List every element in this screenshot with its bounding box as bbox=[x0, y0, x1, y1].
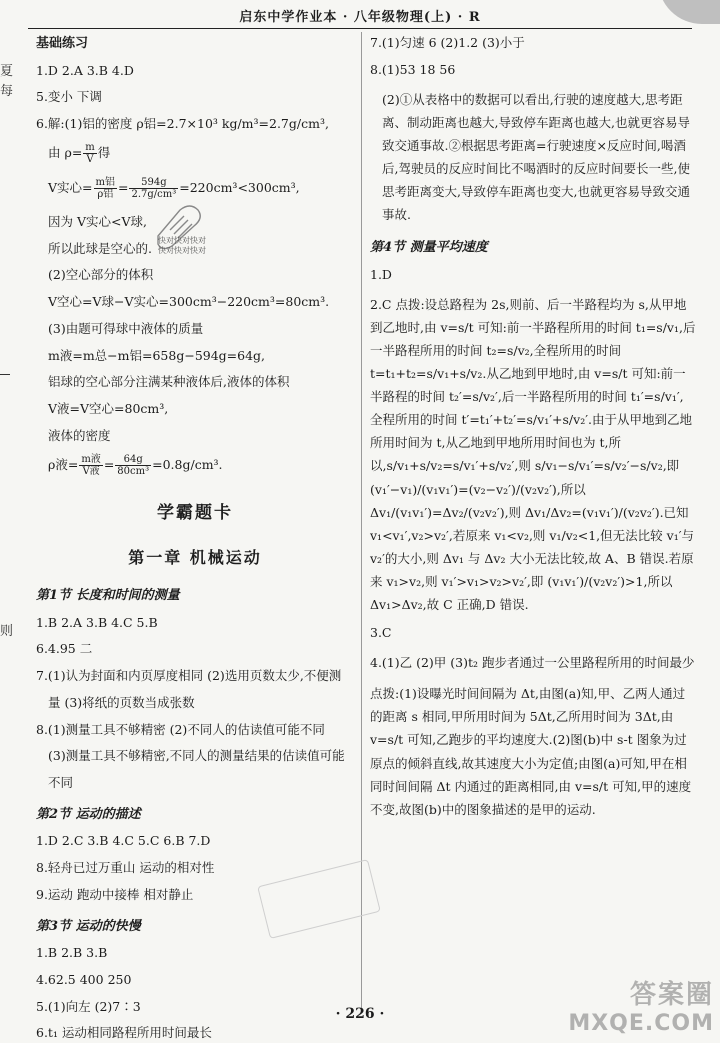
chapter-title: 第一章 机械运动 bbox=[128, 548, 262, 567]
fraction bbox=[94, 177, 117, 200]
fraction bbox=[129, 177, 178, 200]
section-title: 第2节 运动的描述 bbox=[36, 806, 141, 822]
section-title: 第4节 测量平均速度 bbox=[370, 240, 488, 256]
answer-line: 4.62.5 400 250 bbox=[36, 971, 132, 987]
answer-line: (2)空心部分的体积 bbox=[48, 267, 154, 283]
formula-text: =0.8g/cm³. bbox=[152, 456, 223, 472]
fraction bbox=[115, 454, 151, 477]
formula-text: = bbox=[103, 456, 115, 472]
numerator: m bbox=[85, 141, 95, 153]
stamp-caption bbox=[158, 236, 206, 257]
site-watermark bbox=[568, 974, 714, 1036]
formula-text: =220cm³<300cm³, bbox=[179, 180, 300, 196]
margin-tick bbox=[0, 374, 10, 375]
denominator: 80cm³ bbox=[117, 465, 150, 477]
answer-line: 不同 bbox=[48, 775, 74, 790]
answer-line: (3)测量工具不够精密,不同人的测量结果的估读值可能 bbox=[48, 748, 345, 764]
numerator: 594g bbox=[129, 177, 178, 189]
answer-paragraph: 4.(1)乙 (2)甲 (3)t₂ 跑步者通过一公里路程所用的时间最少 bbox=[370, 655, 695, 670]
answer-paragraph: 点拨:(1)设曝光时间间隔为 Δt,由图(a)知,甲、乙两人通过的距离 s 相同,甲所用时间为 5Δt,乙所用时间为 3Δt,由 v=s/t 可知,乙跑步的平均速度大.(2)图(b)中 s-t 图象为过原点的倾斜直线,故其速度大小为定值;由图(a)可知,甲在相同时间间隔 Δt 内通过的距离相同,由 v=s/t 可知,甲的速度不变,故图(b)中的图象描述的是甲的运动. bbox=[370, 686, 692, 817]
fraction bbox=[83, 142, 96, 165]
denominator: V bbox=[86, 153, 94, 165]
answer-paragraph: (2)①从表格中的数据可以看出,行驶的速度越大,思考距离、制动距离也越大,导致停车距离也越大,也就更容易导致交通事故.②根据思考距离=行驶速度×反应时间,喝酒后,驾驶员的反应时间比不喝酒时的反应时间要长一些,使思考距离变大,导致停车距离也变大,也就更容易导致交通事故. bbox=[382, 91, 690, 223]
answer-line: 所以此球是空心的. bbox=[48, 240, 152, 256]
watermark-cn: 答案圈 bbox=[629, 980, 714, 1010]
denominator: V液 bbox=[82, 465, 100, 477]
denominator: 2.7g/cm³ bbox=[131, 189, 177, 201]
answer-line: 因为 V实心<V球, bbox=[48, 213, 147, 229]
answer-line: 3.C bbox=[370, 625, 392, 641]
answer-line: 8.轻舟已过万重山 运动的相对性 bbox=[36, 860, 215, 875]
formula-text: = bbox=[118, 180, 129, 196]
answer-line: V液=V空心=80cm³, bbox=[48, 401, 169, 416]
answer-line: 1.B 2.A 3.B 4.C 5.B bbox=[36, 614, 158, 630]
answer-line: 7.(1)认为封面和内页厚度相同 (2)选用页数太少,不便测 bbox=[36, 668, 342, 683]
fraction bbox=[79, 454, 102, 477]
formula-line bbox=[36, 454, 354, 477]
answer-line: 6.解:(1)铝的密度 ρ铝=2.7×10³ kg/m³=2.7g/cm³, bbox=[36, 116, 329, 131]
formula-line bbox=[36, 177, 354, 200]
formula-text: 得 bbox=[97, 144, 111, 160]
header-rule bbox=[28, 28, 692, 29]
answer-line: 7.(1)匀速 6 (2)1.2 (3)小于 bbox=[370, 35, 525, 50]
right-column bbox=[370, 34, 696, 821]
answer-line: 液体的密度 bbox=[48, 427, 111, 443]
watermark-en: MXQE.COM bbox=[568, 1011, 714, 1036]
margin-char: 每 bbox=[0, 84, 14, 99]
section-title: 第1节 长度和时间的测量 bbox=[36, 588, 180, 603]
page-number: · 226 · bbox=[335, 1006, 385, 1022]
numerator: m铝 bbox=[95, 177, 115, 189]
formula-line bbox=[36, 142, 354, 165]
answer-line: 1.D 2.C 3.B 4.C 5.C 6.B 7.D bbox=[36, 833, 211, 849]
header-title: 启东中学作业本 · 八年级物理(上) · R bbox=[239, 10, 481, 25]
stamp-line: 快对快对快对 bbox=[158, 246, 206, 256]
card-title: 学霸题卡 bbox=[157, 502, 233, 523]
answer-line: 1.B 2.B 3.B bbox=[36, 945, 108, 960]
stamp-line: 快对快对快对 bbox=[158, 236, 206, 245]
answer-line: 5.变小 下调 bbox=[36, 89, 102, 105]
margin-char: 则 bbox=[0, 624, 14, 639]
answer-line: 5.(1)向左 (2)7∶3 bbox=[36, 998, 141, 1014]
answer-line: m液=m总−m铝=658g−594g=64g, bbox=[48, 347, 266, 363]
section-title: 第3节 运动的快慢 bbox=[36, 918, 141, 934]
answer-line: V空心=V球−V实心=300cm³−220cm³=80cm³. bbox=[48, 294, 330, 309]
denominator: ρ铝 bbox=[97, 189, 114, 201]
answer-line: (3)由题可得球中液体的质量 bbox=[48, 320, 204, 336]
numerator: 64g bbox=[115, 454, 151, 466]
answer-paragraph: 2.C 点拨:设总路程为 2s,则前、后一半路程均为 s,从甲地到乙地时,由 v=s/t 可知:前一半路程所用的时间 t₁=s/v₁,后一半路程所用的时间 t₂=s/v₂,全程所用的时间 t=t₁+t₂=s/v₁+s/v₂.从乙地到甲地时,由 v=s/t 可知:前一半路程的时间 t₂′=s/v₂′,后一半路程所用的时间 t₁′=s/v₁′,全程所用的时间 t′=t₁′+t₂′=s/v₁′+s/v₂′.由于从甲地到乙地所用时间为 t,从乙地到甲地所用时间也为 t,所以,s/v₁+s/v₂=s/v₁′+s/v₂′,则 s/v₁−s/v₁′=s/v₂′−s/v₂,即 (v₁′−v₁)/(v₁v₁′)=(v₂−v₂′)/(v₂v₂′),所以 Δv₁/(v₁v₁′)=Δv₂/(v₂v₂′),则 Δv₁/Δv₂=(v₁v₁′)/(v₂v₂′).已知 v₁<v₁′,v₂>v₂′,若原来 v₁<v₂,则 v₁/v₂<1,但无法比较 v₁′与 v₂′的大小,则 Δv₁ 与 Δv₂ 大小无法比较,故 A、B 错误.若原来 v₁>v₂,则 v₁′>v₁>v₂>v₂′,即 (v₁v₁′)/(v₂v₂′)>1,所以 Δv₁>Δv₂,故 C 正确,D 错误. bbox=[370, 296, 696, 613]
answer-line: 8.(1)53 18 56 bbox=[370, 61, 456, 77]
section-title: 基础练习 bbox=[36, 36, 89, 51]
answer-line: 9.运动 跑动中接棒 相对静止 bbox=[36, 886, 194, 902]
answer-line: 6.4.95 二 bbox=[36, 641, 93, 657]
margin-char: 夏 bbox=[0, 64, 14, 79]
page-header bbox=[0, 0, 720, 30]
answer-line: 量 (3)将纸的页数当成张数 bbox=[48, 694, 195, 710]
answer-line: 1.D bbox=[370, 266, 392, 282]
answer-line: 6.t₁ 运动相同路程所用时间最长 bbox=[36, 1025, 212, 1041]
formula-text: ρ液= bbox=[48, 456, 79, 472]
answer-line: 1.D 2.A 3.B 4.D bbox=[36, 62, 134, 78]
answer-line: 8.(1)测量工具不够精密 (2)不同人的估读值可能不同 bbox=[36, 721, 325, 737]
answer-line: 铝球的空心部分注满某种液体后,液体的体积 bbox=[48, 374, 290, 390]
numerator: m液 bbox=[81, 453, 101, 465]
formula-text: 由 ρ= bbox=[48, 144, 83, 160]
formula-text: V实心= bbox=[48, 180, 93, 196]
